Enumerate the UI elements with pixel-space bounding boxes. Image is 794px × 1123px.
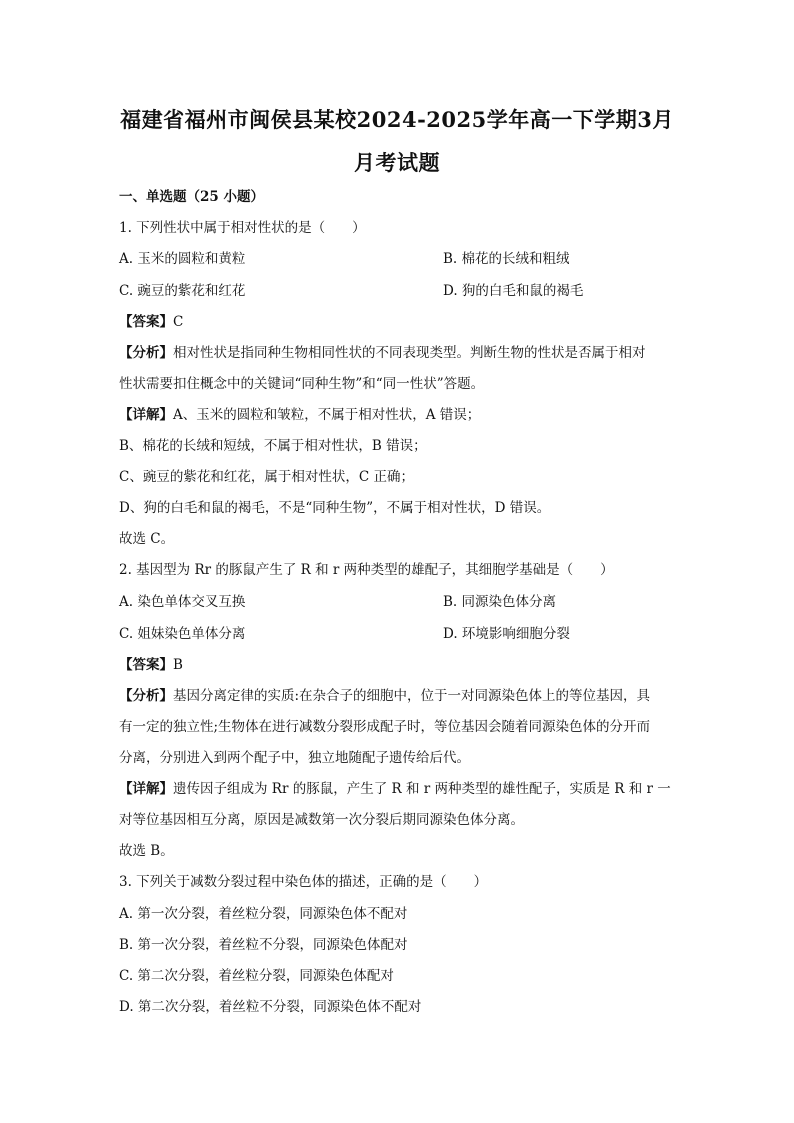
- detail-text: A、玉米的圆粒和皱粒，不属于相对性状，A 错误；: [173, 407, 481, 423]
- answer-value: C: [173, 314, 184, 330]
- question-1-analysis-line-1: [119, 344, 646, 362]
- question-2-analysis-line-2: 有一定的独立性;生物体在进行减数分裂形成配子时，等位基因会随着同源染色体的分开而: [119, 719, 651, 735]
- question-2-option-a: A. 染色单体交叉互换: [119, 594, 246, 610]
- question-1-detail-line-2: B、棉花的长绒和短绒，不属于相对性状，B 错误；: [119, 438, 427, 454]
- question-3-option-d: D. 第二次分裂，着丝粒不分裂，同源染色体不配对: [119, 999, 422, 1015]
- analysis-tag: 【分析】: [119, 345, 173, 361]
- answer-tag: 【答案】: [119, 314, 173, 330]
- question-2-option-d: D. 环境影响细胞分裂: [443, 626, 570, 642]
- question-2-conclusion: 故选 B。: [119, 843, 174, 859]
- question-1-option-b: B. 棉花的长绒和粗绒: [443, 251, 570, 267]
- detail-tag: 【详解】: [119, 781, 173, 797]
- answer-tag: 【答案】: [119, 657, 173, 673]
- question-2-detail-line-1: [119, 780, 671, 798]
- question-1-detail-line-1: [119, 406, 480, 424]
- detail-tag: 【详解】: [119, 407, 173, 423]
- question-3-stem: 3. 下列关于减数分裂过程中染色体的描述，正确的是（ ）: [119, 874, 488, 890]
- question-2-stem: 2. 基因型为 Rr 的豚鼠产生了 R 和 r 两种类型的雄配子，其细胞学基础是（ ）: [119, 562, 614, 578]
- analysis-tag: 【分析】: [119, 688, 173, 704]
- question-1-analysis-line-2: 性状需要扣住概念中的关键词“同种生物”和“同一性状”答题。: [119, 376, 485, 392]
- question-2-answer: [119, 656, 183, 674]
- question-3-option-b: B. 第一次分裂，着丝粒不分裂，同源染色体配对: [119, 937, 408, 953]
- analysis-text: 相对性状是指同种生物相同性状的不同表现类型。判断生物的性状是否属于相对: [173, 345, 646, 361]
- question-1-conclusion: 故选 C。: [119, 531, 175, 547]
- question-1-answer: [119, 313, 183, 331]
- detail-text: 遗传因子组成为 Rr 的豚鼠，产生了 R 和 r 两种类型的雄性配子，实质是 R 和 r 一: [173, 781, 671, 797]
- question-1-detail-line-3: C、豌豆的紫花和红花，属于相对性状，C 正确；: [119, 469, 414, 485]
- question-1-option-d: D. 狗的白毛和鼠的褐毛: [443, 283, 584, 299]
- question-1-detail-line-4: D、狗的白毛和鼠的褐毛，不是“同种生物”，不属于相对性状，D 错误。: [119, 500, 551, 516]
- question-2-analysis-line-1: [119, 687, 650, 705]
- question-1-stem: 1. 下列性状中属于相对性状的是（ ）: [119, 220, 366, 236]
- question-2-analysis-line-3: 分离，分别进入到两个配子中，独立地随配子遗传给后代。: [119, 750, 470, 766]
- answer-value: B: [173, 657, 183, 673]
- question-1-option-c: C. 豌豆的紫花和红花: [119, 283, 246, 299]
- analysis-text: 基因分离定律的实质:在杂合子的细胞中，位于一对同源染色体上的等位基因，具: [173, 688, 651, 704]
- question-1-option-a: A. 玉米的圆粒和黄粒: [119, 251, 246, 267]
- question-2-detail-line-2: 对等位基因相互分离，原因是减数第一次分裂后期同源染色体分离。: [119, 812, 524, 828]
- question-2-option-c: C. 姐妹染色单体分离: [119, 626, 246, 642]
- document-title-line-1: 福建省福州市闽侯县某校2024-2025学年高一下学期3月: [120, 107, 674, 132]
- section-heading: 一、单选题（25 小题）: [119, 189, 264, 205]
- question-3-option-c: C. 第二次分裂，着丝粒分裂，同源染色体配对: [119, 968, 394, 984]
- question-2-option-b: B. 同源染色体分离: [443, 594, 557, 610]
- question-3-option-a: A. 第一次分裂，着丝粒分裂，同源染色体不配对: [119, 906, 408, 922]
- document-title-line-2: 月考试题: [354, 150, 440, 175]
